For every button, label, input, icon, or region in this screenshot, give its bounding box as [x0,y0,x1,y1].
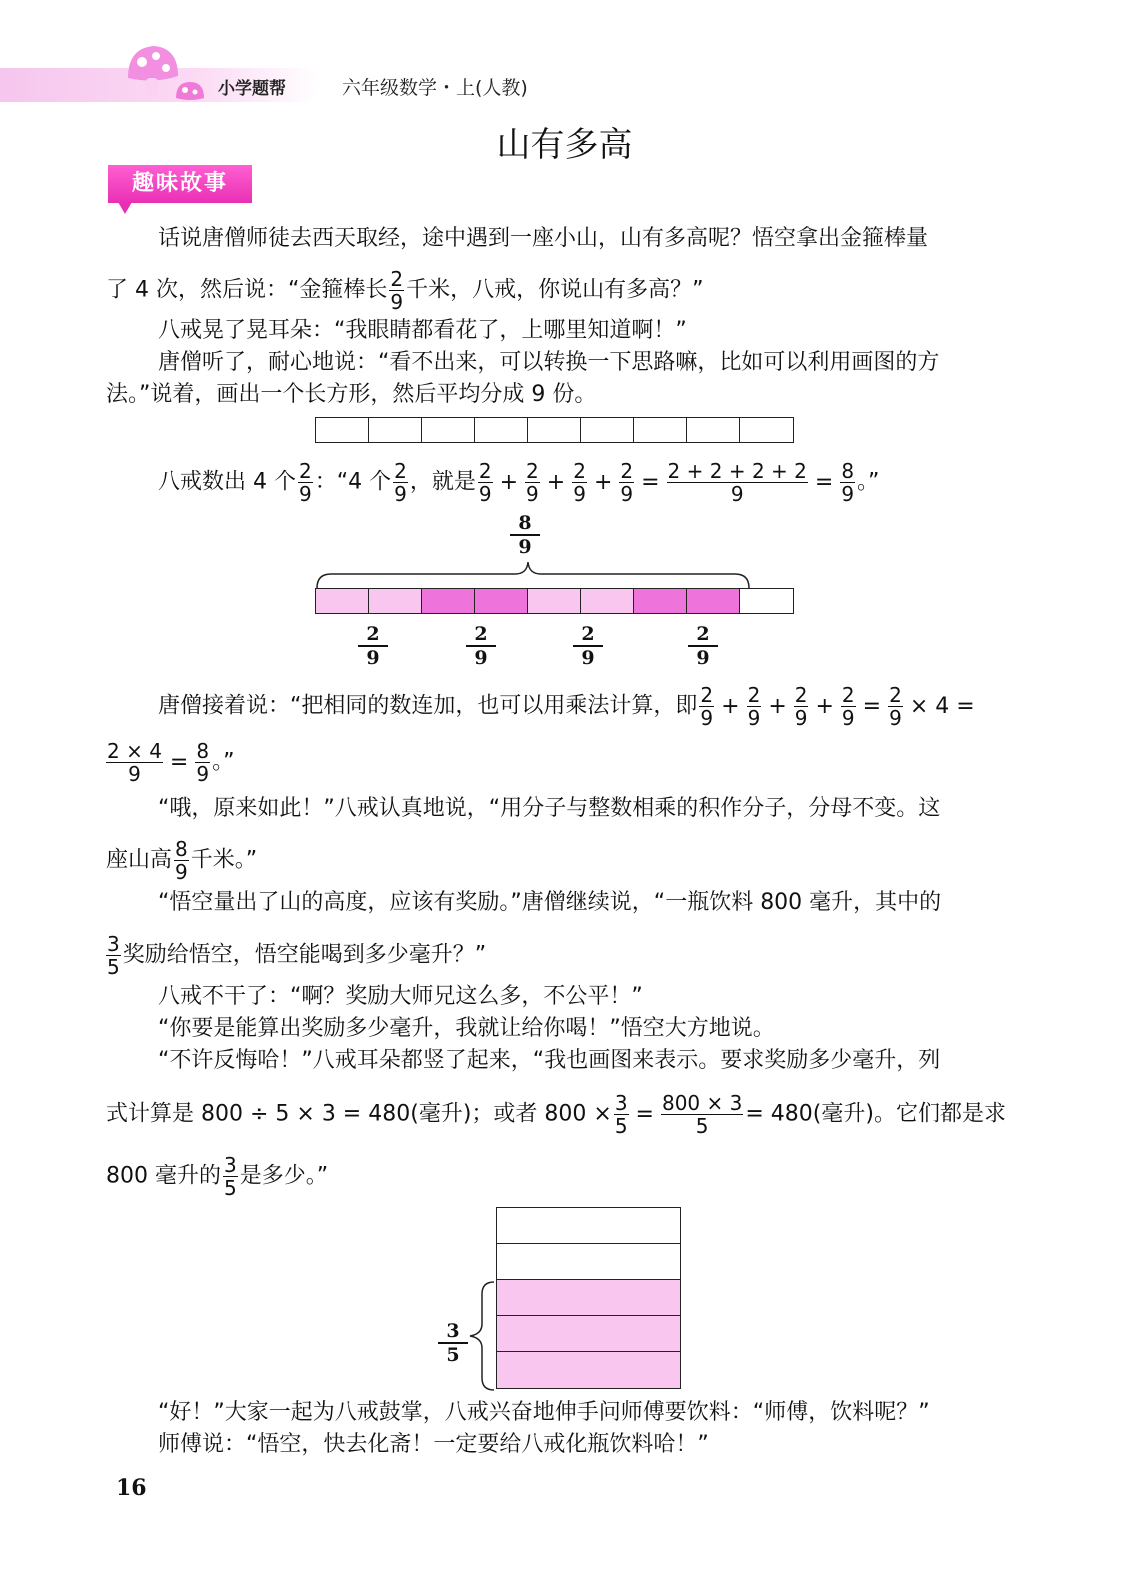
bar-cell [528,418,581,442]
bar-cell [475,418,528,442]
bar-cell [316,589,369,613]
fraction: $\frac{8}{9}$ [175,837,188,884]
story-line: $\frac{3}{5}$ 奖励给悟空，悟空能喝到多少毫升？” [107,932,487,979]
box-fraction-label: 3 5 [438,1320,468,1366]
mushroom-logo-icon [120,40,210,112]
story-line: “好！”大家一起为八戒鼓掌，八戒兴奋地伸手问师傅要饮料：“师傅，饮料呢？” [158,1400,930,1425]
bar-cell [634,418,687,442]
brace-icon [315,560,755,590]
equation-line: 唐僧接着说：“把相同的数连加，也可以用乘法计算，即 $\frac{2}{9}$ + $\frac{2}{9}$ + $\frac{2}{9}$ + $\frac{2}{9}$ = $\frac{2}{9}$ × 4 = [158,683,975,730]
equation-line: 八戒数出 4 个 $\frac{2}{9}$ ：“4 个 $\frac{2}{9}$ ，就是 $\frac{2}{9}$ + $\frac{2}{9}$ + $\frac{2}{9}$ + $\frac{2}{9}$ = $\frac{2 + 2 + 2 + 2}{9}$ = $\frac{8}{9}$ 。” [158,459,880,506]
bar-cell [687,589,740,613]
shaded-nine-part-bar [315,588,794,614]
equation-line: 800 毫升的 $\frac{3}{5}$ 是多少。” [106,1153,329,1200]
story-line: 了 4 次，然后说：“金箍棒长 $\frac{2}{9}$ 千米，八戒，你说山有多高？” [106,267,704,314]
bar-cell [369,418,422,442]
fraction: $\frac{2}{9}$ [298,459,312,506]
story-line: “你要是能算出奖励多少毫升，我就让给你喝！”悟空大方地说。 [158,1016,775,1041]
fraction: $\frac{2}{9}$ [841,683,855,730]
box-cell [497,1352,680,1388]
section-tag: 趣味故事 [108,165,252,203]
bar-cell [475,589,528,613]
story-line: “不许反悔哈！”八戒耳朵都竖了起来，“我也画图来表示。要求奖励多少毫升，列 [158,1048,941,1073]
fraction: $\frac{2}{9}$ [747,683,761,730]
bar-cell [687,418,740,442]
box-cell [497,1244,680,1280]
fraction: $\frac{2}{9}$ [526,459,539,506]
fraction: $\frac{2}{9}$ [889,683,902,730]
bar-cell [316,418,369,442]
bar-cell [740,418,793,442]
segment-fraction-label: 2 9 [688,623,718,669]
bar-cell [369,589,422,613]
fraction: $\frac{2}{9}$ [478,459,492,506]
fraction: $\frac{2}{9}$ [700,683,714,730]
equation-line: $\frac{2 \times 4}{9}$ = $\frac{8}{9}$ 。” [107,739,235,786]
page-title: 山有多高 [496,125,633,165]
box-cell [497,1208,680,1244]
nine-part-bar [315,417,794,443]
fraction: $\frac{3}{5}$ [614,1091,628,1138]
box-cell [497,1280,680,1316]
fraction: $\frac{8}{9}$ [196,739,210,786]
box-cell [497,1316,680,1352]
five-part-box [496,1207,681,1389]
story-line: 唐僧听了，耐心地说：“看不出来，可以转换一下思路嘛，比如可以利用画图的方 [158,350,940,375]
bar-cell [581,589,634,613]
brand-name: 小学题帮 [218,79,286,99]
fraction: $\frac{2 + 2 + 2 + 2}{9}$ [667,459,807,506]
fraction: $\frac{2}{9}$ [794,683,808,730]
fraction: $\frac{800 \times 3}{5}$ [661,1091,743,1138]
story-line: 八戒晃了晃耳朵：“我眼睛都看花了，上哪里知道啊！” [158,318,687,343]
page-number: 16 [116,1475,147,1501]
fraction: $\frac{2}{9}$ [394,459,407,506]
story-line: 法。”说着，画出一个长方形，然后平均分成 9 份。 [106,382,597,407]
fraction: $\frac{2}{9}$ [390,267,404,314]
segment-fraction-label: 2 9 [466,623,496,669]
bar-cell [634,589,687,613]
segment-fraction-label: 2 9 [358,623,388,669]
brace-fraction-label: 8 9 [510,512,540,558]
section-tag-tail [118,202,132,214]
story-line: 话说唐僧师徒去西天取经，途中遇到一座小山，山有多高呢？悟空拿出金箍棒量 [158,226,929,251]
story-line: 座山高 $\frac{8}{9}$ 千米。” [106,837,258,884]
story-line: 八戒不干了：“啊？奖励大师兄这么多，不公平！” [158,984,643,1009]
bar-cell [581,418,634,442]
segment-fraction-label: 2 9 [573,623,603,669]
book-title: 六年级数学・上(人教) [342,77,528,99]
story-line: 师傅说：“悟空，快去化斋！一定要给八戒化瓶饮料哈！” [158,1432,709,1457]
bar-cell [528,589,581,613]
bar-cell [422,589,475,613]
story-line: “悟空量出了山的高度，应该有奖励。”唐僧继续说，“一瓶饮料 800 毫升，其中的 [158,890,942,915]
fraction: $\frac{2}{9}$ [573,459,586,506]
equation-line: 式计算是 800 ÷ 5 × 3 = 480(毫升)；或者 800 × $\frac{3}{5}$ = $\frac{800 \times 3}{5}$ = 480(毫升)。它们都是求 [106,1091,1006,1138]
bar-cell [422,418,475,442]
fraction: $\frac{2}{9}$ [620,459,634,506]
story-line: “哦，原来如此！”八戒认真地说，“用分子与整数相乘的积作分子，分母不变。这 [158,796,941,821]
fraction: $\frac{8}{9}$ [841,459,855,506]
bar-cell [740,589,793,613]
fraction: $\frac{3}{5}$ [107,932,120,979]
fraction: $\frac{3}{5}$ [224,1153,237,1200]
fraction: $\frac{2 \times 4}{9}$ [107,739,162,786]
